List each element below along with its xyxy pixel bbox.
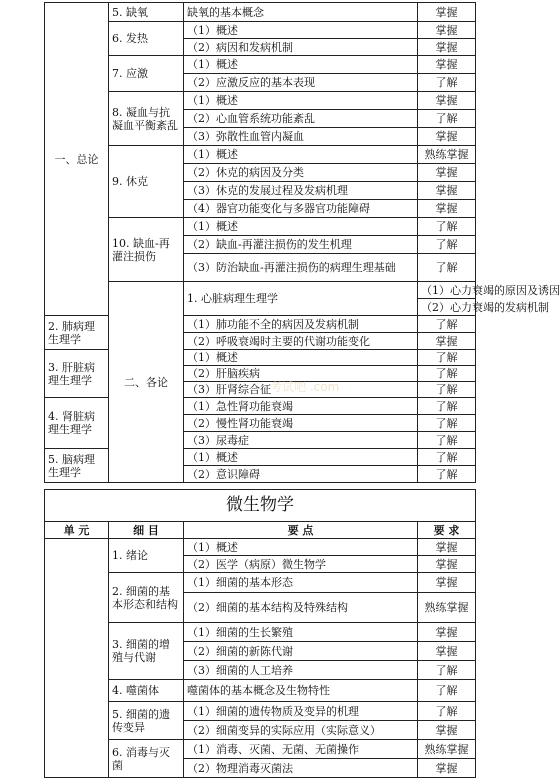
point-cell: （2）心血管系统功能紊乱 [184,110,418,128]
point-cell: （1）急性肾功能衰竭 [184,398,418,415]
point-cell: （1）概述 [184,218,418,236]
point-cell: （1）概述 [184,22,418,39]
requirement-cell: 了解 [418,680,476,702]
requirement-cell: 了解 [418,74,476,92]
pathophysiology-table [44,2,560,483]
watermark: 考试吧 .com [270,380,340,394]
requirement-cell: 掌握 [418,182,476,200]
requirement-cell: 掌握 [418,128,476,146]
requirement-cell: 掌握 [418,573,476,593]
point-cell: （2）心力衰竭的发病机制 [418,299,476,316]
subitem-cell: 5. 缺氧 [109,3,184,22]
point-cell: （2）物理消毒灭菌法 [184,759,418,778]
subitem-cell: 3. 细菌的增殖与代谢 [109,623,184,680]
requirement-cell: 了解 [418,382,476,398]
requirement-cell: 熟练掌握 [418,593,476,623]
point-cell: （1）消毒、灭菌、无菌、无菌操作 [184,740,418,759]
point-cell: （2）意识障碍 [184,466,418,483]
unit-cell-general: 一、总论 [45,3,109,316]
point-cell: （1）概述 [184,350,418,366]
point-cell: （2）细菌变异的实际应用（实际意义） [184,721,418,740]
requirement-cell: 了解 [418,432,476,449]
section-title-microbiology: 微生物学 [44,489,476,522]
subitem-cell: 4. 肾脏病理生理学 [45,398,109,449]
requirement-cell: 掌握 [418,3,476,22]
point-cell: （2）细菌的基本结构及特殊结构 [184,593,418,623]
header-subitem: 细 目 [109,522,184,539]
subitem-cell: 1. 绪论 [109,539,184,573]
requirement-cell: 了解 [418,466,476,483]
requirement-cell: 掌握 [418,623,476,642]
subitem-cell: 10. 缺血-再灌注损伤 [109,218,184,282]
point-cell: （2）应激反应的基本表现 [184,74,418,92]
subitem-cell: 6. 发热 [109,22,184,56]
subitem-cell: 7. 应激 [109,56,184,92]
requirement-cell: 掌握 [418,539,476,556]
requirement-cell: 了解 [418,415,476,432]
requirement-cell: 掌握 [418,56,476,74]
requirement-cell: 掌握 [418,556,476,573]
requirement-cell: 掌握 [418,39,476,56]
point-cell: （2）肝脑疾病 [184,366,418,382]
requirement-cell: 掌握 [418,333,476,350]
point-cell: （1）概述 [184,539,418,556]
requirement-cell: 掌握 [418,164,476,182]
subitem-cell: 2. 肺病理生理学 [45,316,109,350]
requirement-cell: 熟练掌握 [418,740,476,759]
subitem-cell: 5. 细菌的遗传变异 [109,702,184,740]
point-cell: （2）慢性肾功能衰竭 [184,415,418,432]
subitem-cell: 4. 噬菌体 [109,680,184,702]
microbiology-table [44,521,476,778]
requirement-cell: 了解 [418,350,476,366]
unit-cell-specific: 二、各论 [109,282,184,483]
requirement-cell: 了解 [418,449,476,466]
subitem-cell: 6. 消毒与灭菌 [109,740,184,778]
point-cell: （2）缺血-再灌注损伤的发生机理 [184,236,418,254]
point-cell: （3）休克的发展过程及发病机理 [184,182,418,200]
point-cell: （3）弥散性血管内凝血 [184,128,418,146]
header-requirement: 要 求 [418,522,476,539]
point-cell: 噬菌体的基本概念及生物特性 [184,680,418,702]
requirement-cell: 掌握 [418,642,476,661]
requirement-cell: 掌握 [418,721,476,740]
subitem-cell: 3. 肝脏病理生理学 [45,350,109,398]
requirement-cell: 了解 [418,661,476,680]
point-cell: （2）医学（病原）微生物学 [184,556,418,573]
header-point: 要 点 [184,522,418,539]
point-cell: （1）心力衰竭的原因及诱因 [418,282,476,299]
point-cell: （1）概述 [184,146,418,164]
point-cell: （3）肝肾综合征 [184,382,418,398]
requirement-cell: 了解 [418,702,476,721]
point-cell: （3）细菌的人工培养 [184,661,418,680]
requirement-cell: 了解 [418,218,476,236]
point-cell: （2）呼吸衰竭时主要的代谢功能变化 [184,333,418,350]
point-cell: （1）概述 [184,92,418,110]
requirement-cell: 熟练掌握 [418,146,476,164]
subitem-cell: 1. 心脏病理生理学 [184,282,418,316]
point-cell: （1）概述 [184,56,418,74]
point-cell: （1）概述 [184,449,418,466]
requirement-cell: 了解 [418,366,476,382]
requirement-cell: 了解 [418,254,476,282]
requirement-cell: 了解 [418,398,476,415]
point-cell: （2）休克的病因及分类 [184,164,418,182]
subitem-cell: 2. 细菌的基本形态和结构 [109,573,184,623]
point-cell: （1）细菌的遗传物质及变异的机理 [184,702,418,721]
point-cell: （4）器官功能变化与多器官功能障碍 [184,200,418,218]
point-cell: 缺氧的基本概念 [184,3,418,22]
point-cell: （2）细菌的新陈代谢 [184,642,418,661]
requirement-cell: 掌握 [418,22,476,39]
requirement-cell: 了解 [418,316,476,333]
point-cell: （1）肺功能不全的病因及发病机制 [184,316,418,333]
point-cell: （1）细菌的基本形态 [184,573,418,593]
point-cell: （3）防治缺血-再灌注损伤的病理生理基础 [184,254,418,282]
point-cell: （1）细菌的生长繁殖 [184,623,418,642]
subitem-cell: 9. 休克 [109,146,184,218]
point-cell: （3）尿毒症 [184,432,418,449]
requirement-cell: 掌握 [418,92,476,110]
header-unit: 单 元 [45,522,109,539]
requirement-cell: 掌握 [418,200,476,218]
point-cell: （2）病因和发病机制 [184,39,418,56]
requirement-cell: 掌握 [418,759,476,778]
requirement-cell: 了解 [418,236,476,254]
subitem-cell: 5. 脑病理生理学 [45,449,109,483]
unit-cell-empty [45,539,109,778]
subitem-cell: 8. 凝血与抗凝血平衡紊乱 [109,92,184,146]
requirement-cell: 了解 [418,110,476,128]
